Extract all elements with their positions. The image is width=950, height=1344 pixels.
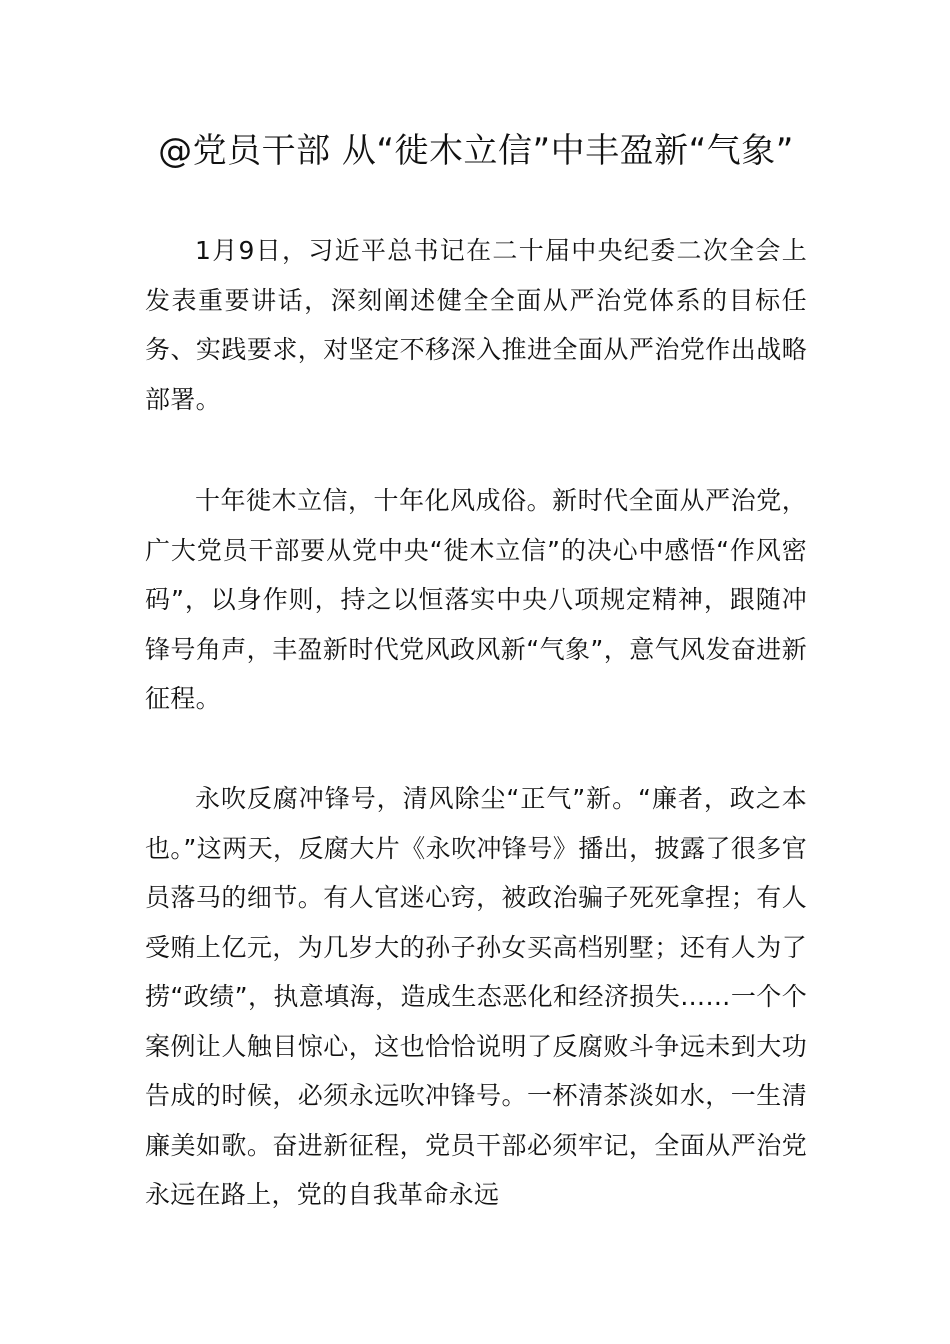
paragraph-2: 十年徙木立信，十年化风成俗。新时代全面从严治党，广大党员干部要从党中央“徙木立信”的决心中感悟“作风密码”，以身作则，持之以恒落实中央八项规定精神，跟随冲锋号角声，丰盈新时代党风政风新“气象”，意气风发奋进新征程。 xyxy=(145,486,807,713)
document-title: @党员干部 从“徙木立信”中丰盈新“气象” xyxy=(158,131,794,171)
paragraph-3: 永吹反腐冲锋号，清风除尘“正气”新。“廉者，政之本也。”这两天，反腐大片《永吹冲锋号》播出，披露了很多官员落马的细节。有人官迷心窍，被政治骗子死死拿捏；有人受贿上亿元，为几岁大的孙子孙女买高档别墅；还有人为了捞“政绩”，执意填海，造成生态恶化和经济损失……一个个案例让人触目惊心，这也恰恰说明了反腐败斗争远未到大功告成的时候，必须永远吹冲锋号。一杯清茶淡如水，一生清廉美如歌。奋进新征程，党员干部必须牢记，全面从严治党永远在路上，党的自我革命永远 xyxy=(145,784,807,1209)
paragraph-1: 1月9日，习近平总书记在二十届中央纪委二次全会上发表重要讲话，深刻阐述健全全面从严治党体系的目标任务、实践要求，对坚定不移深入推进全面从严治党作出战略部署。 xyxy=(145,236,807,414)
